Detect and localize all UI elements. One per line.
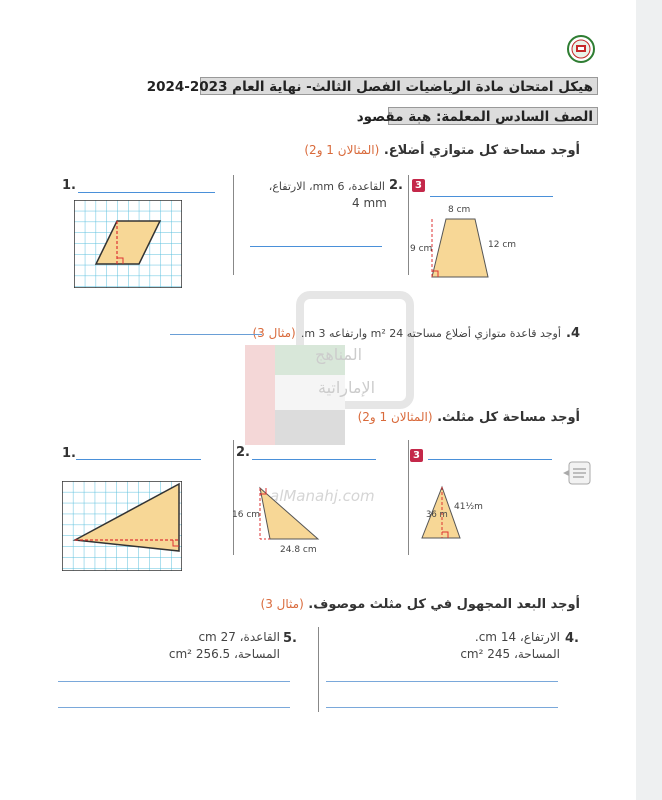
dimension-label: 24.8 cm bbox=[280, 545, 317, 555]
dimension-label: 12 cm bbox=[488, 240, 517, 250]
answer-line[interactable] bbox=[326, 681, 558, 682]
answer-line[interactable] bbox=[58, 681, 290, 682]
section3-title: أوجد البعد المجهول في كل مثلث موصوف. (مثال 3) bbox=[260, 597, 580, 612]
answer-line[interactable] bbox=[428, 459, 552, 460]
divider bbox=[318, 627, 319, 712]
answer-line[interactable] bbox=[58, 707, 290, 708]
class-teacher: الصف السادس المعلمة: هبة مقصود bbox=[388, 107, 598, 125]
answer-line[interactable] bbox=[252, 459, 376, 460]
divider bbox=[408, 440, 409, 555]
question-number: 4. bbox=[565, 631, 579, 646]
section1-title: أوجد مساحة كل متوازي أضلاع. (المثالان 1 و2) bbox=[304, 143, 580, 158]
parallelogram-figure bbox=[430, 218, 490, 280]
question-number: 1. bbox=[62, 178, 76, 193]
section2-title: أوجد مساحة كل مثلث. (المثالان 1 و2) bbox=[357, 410, 580, 425]
divider bbox=[233, 440, 234, 555]
question-text: القاعدة، 27 cm bbox=[198, 630, 280, 644]
dimension-label: 8 cm bbox=[448, 205, 471, 215]
question-number: 2. bbox=[389, 178, 403, 193]
question-number: 1. bbox=[62, 446, 76, 461]
question-text: المساحة، 245 cm² bbox=[460, 647, 560, 661]
answer-line[interactable] bbox=[250, 246, 382, 247]
hint-sticker-icon bbox=[562, 460, 592, 486]
question-text: الارتفاع، 14 cm. bbox=[474, 630, 560, 644]
watermark-text-2: الإماراتية bbox=[318, 378, 376, 397]
dimension-label: 16 cm bbox=[232, 510, 261, 520]
answer-line[interactable] bbox=[170, 334, 262, 335]
parallelogram-grid-figure bbox=[74, 200, 182, 288]
watermark-text-1: المناهج bbox=[315, 345, 363, 364]
triangle-figure bbox=[256, 486, 320, 542]
answer-line[interactable] bbox=[430, 196, 553, 197]
divider bbox=[233, 175, 234, 275]
answer-line[interactable] bbox=[78, 192, 215, 193]
question-number: 5. bbox=[283, 631, 297, 646]
dimension-label: 9 cm bbox=[410, 244, 433, 254]
question-number-badge: 3 bbox=[412, 179, 425, 192]
question-text: القاعدة، mm 6، الارتفاع، bbox=[268, 180, 385, 193]
watermark-url: alManahj.com bbox=[270, 487, 375, 505]
triangle-grid-figure bbox=[62, 481, 182, 571]
answer-line[interactable] bbox=[76, 459, 201, 460]
question-text: 4 mm bbox=[352, 196, 387, 210]
question-number-badge: 3 bbox=[410, 449, 423, 462]
question-number: 2. bbox=[236, 445, 250, 460]
dimension-label: 36 m bbox=[426, 510, 448, 520]
question-text: المساحة، 256.5 cm² bbox=[168, 647, 280, 661]
side-panel bbox=[636, 0, 662, 800]
school-logo-icon bbox=[566, 34, 596, 64]
dimension-label: 41½m bbox=[454, 502, 483, 512]
question-4: 4. أوجد قاعدة متوازي أضلاع مساحته 24 m² وارتفاعه 3 m. (مثال 3) bbox=[252, 326, 580, 341]
answer-line[interactable] bbox=[326, 707, 558, 708]
divider bbox=[408, 175, 409, 275]
exam-title: هيكل امتحان مادة الرياضيات الفصل الثالث- نهاية العام 2023-2024 bbox=[200, 77, 598, 95]
